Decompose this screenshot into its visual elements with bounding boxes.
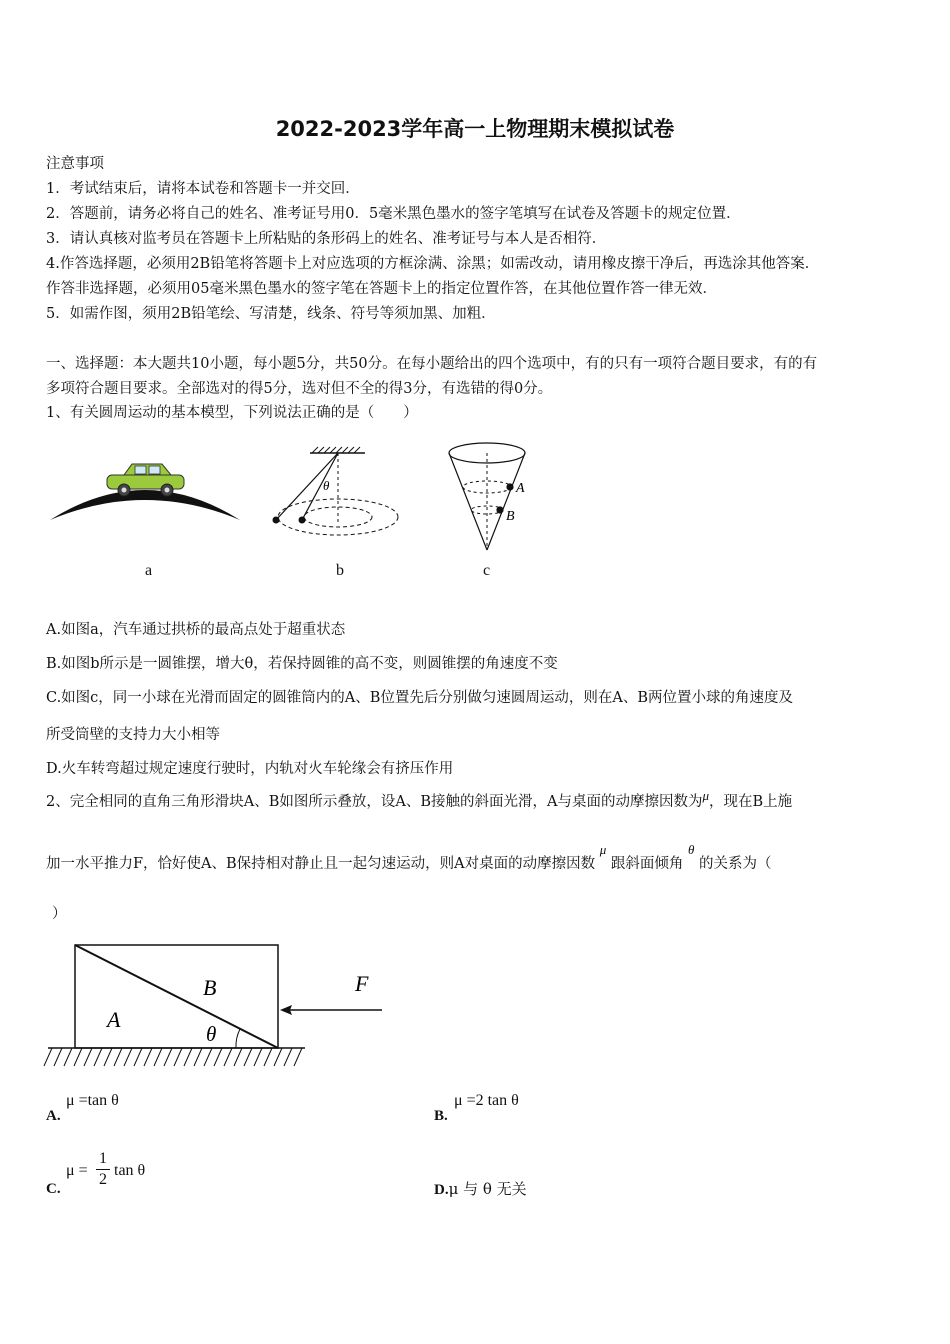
figure-b-conical-pendulum bbox=[273, 447, 398, 535]
notice-item: 1．考试结束后，请将本试卷和答题卡一并交回． bbox=[46, 181, 360, 197]
question-1-stem: 1、有关圆周运动的基本模型，下列说法正确的是（ ） bbox=[46, 405, 418, 421]
q1-option-c-cont: 所受筒壁的支持力大小相等 bbox=[46, 727, 220, 743]
section-instructions-cont: 多项符合题目要求。全部选对的得5分，选对但不全的得3分，有选错的得0分。 bbox=[46, 381, 553, 397]
q2-option-c-letter: C. bbox=[46, 1181, 61, 1197]
angle-theta-label: θ bbox=[206, 1022, 217, 1046]
q1-figure bbox=[40, 435, 560, 585]
figure-c-label: c bbox=[483, 562, 491, 579]
q1-option-a: A.如图a，汽车通过拱桥的最高点处于超重状态 bbox=[46, 622, 346, 638]
q2-option-b-letter: B. bbox=[434, 1108, 448, 1124]
q2-figure bbox=[40, 935, 400, 1075]
figure-a-label: a bbox=[145, 562, 153, 579]
notice-item: 作答非选择题，必须用05毫米黑色墨水的签字笔在答题卡上的指定位置作答，在其他位置作答一律无效． bbox=[46, 281, 717, 297]
mu-symbol: μ bbox=[599, 842, 607, 857]
notice-heading: 注意事项 bbox=[46, 156, 104, 172]
theta-symbol: θ bbox=[688, 842, 695, 857]
question-2-paren: ） bbox=[52, 906, 67, 922]
q2-option-a-letter: A. bbox=[46, 1108, 61, 1124]
figure-c-label-B: B bbox=[506, 509, 515, 524]
force-f-label: F bbox=[355, 971, 369, 996]
question-2-stem-cont: 加一水平推力F，恰好使A、B保持相对静止且一起匀速运动，则A对桌面的动摩擦因数 μ 跟斜面倾角 θ 的关系为（ bbox=[46, 842, 772, 872]
q1-option-d: D.火车转弯超过规定速度行驶时，内轨对火车轮缘会有挤压作用 bbox=[46, 761, 454, 777]
q2-option-b-expr: μ =2 tan θ bbox=[454, 1092, 519, 1109]
q2-option-d: D.μ 与 θ 无关 bbox=[434, 1180, 527, 1198]
block-a-label: A bbox=[107, 1007, 121, 1032]
q1-option-b: B.如图b所示是一圆锥摆，增大θ，若保持圆锥的高不变，则圆锥摆的角速度不变 bbox=[46, 656, 558, 672]
fraction-bar bbox=[96, 1169, 110, 1170]
mu-symbol: μ bbox=[702, 788, 709, 803]
figure-b-theta: θ bbox=[323, 478, 330, 493]
q2-option-a-expr: μ =tan θ bbox=[66, 1092, 119, 1109]
notice-item: 3．请认真核对监考员在答题卡上所粘贴的条形码上的姓名、准考证号与本人是否相符． bbox=[46, 231, 607, 247]
figure-c-label-A: A bbox=[516, 481, 525, 496]
q1-option-c: C.如图c，同一小球在光滑而固定的圆锥筒内的A、B位置先后分别做匀速圆周运动，则在A、B两位置小球的角速度及 bbox=[46, 690, 794, 706]
figure-a-bridge-car bbox=[50, 464, 240, 520]
section-instructions: 一、选择题：本大题共10小题，每小题5分，共50分。在每小题给出的四个选项中，有的只有一项符合题目要求，有的有 bbox=[46, 356, 818, 372]
page-title: 2022-2023学年高一上物理期末模拟试卷 bbox=[275, 117, 675, 141]
notice-item: 2．答题前，请务必将自己的姓名、准考证号用0．5毫米黑色墨水的签字笔填写在试卷及答题卡的规定位置． bbox=[46, 206, 741, 222]
notice-item: 5．如需作图，须用2B铅笔绘、写清楚，线条、符号等须加黑、加粗． bbox=[46, 306, 496, 322]
block-b-label: B bbox=[203, 975, 217, 1000]
question-2-stem: 2、完全相同的直角三角形滑块A、B如图所示叠放，设A、B接触的斜面光滑，A与桌面的动摩擦因数为μ，现在B上施 bbox=[46, 788, 793, 810]
notice-item: 4.作答选择题，必须用2B铅笔将答题卡上对应选项的方框涂满、涂黑；如需改动，请用橡皮擦干净后，再选涂其他答案． bbox=[46, 256, 820, 272]
figure-b-label: b bbox=[336, 562, 344, 579]
figure-c-cone bbox=[449, 443, 525, 550]
